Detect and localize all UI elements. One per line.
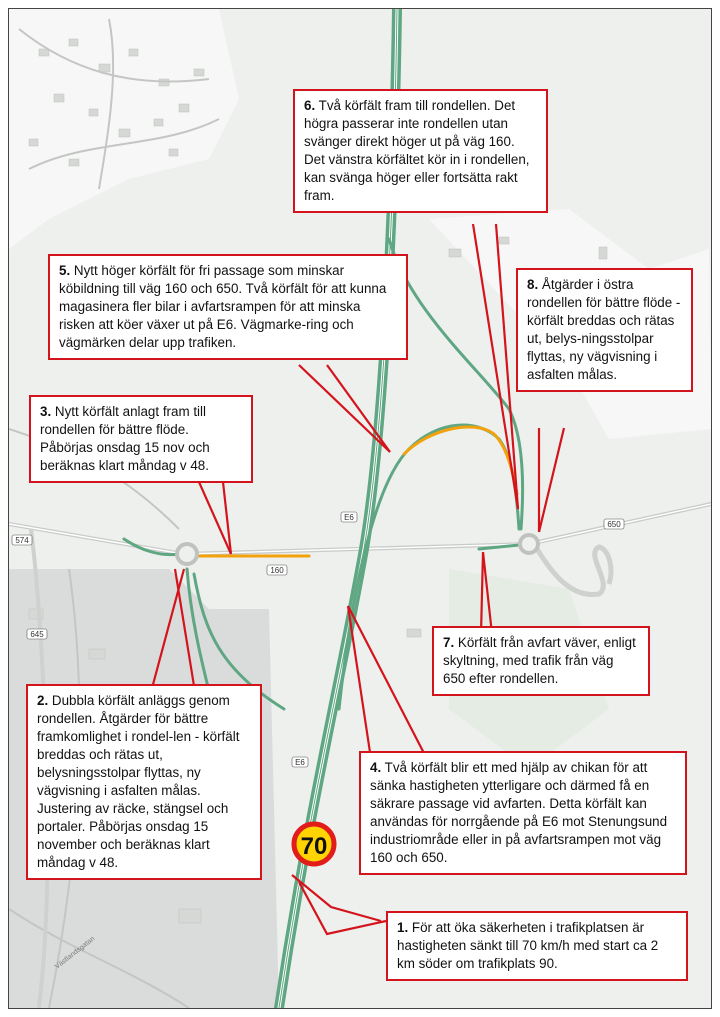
callout-8-number: 8. — [527, 277, 539, 292]
callout-2 — [26, 684, 262, 880]
callout-7 — [432, 626, 650, 696]
callout-5-number: 5. — [59, 263, 71, 278]
road-shield-e6-south — [292, 757, 308, 767]
street-label: Västlandsgatan — [53, 935, 97, 971]
road-shield-160-label: 160 — [270, 566, 284, 575]
callout-4 — [359, 751, 687, 875]
road-shield-574 — [12, 535, 32, 545]
road-shield-650-label: 650 — [607, 520, 621, 529]
road-shield-650 — [604, 519, 624, 529]
callout-6-text: Två körfält fram till rondellen. Det högra passerar inte rondellen utan svänger direkt höger ut på väg 160. Det vänstra körfältet kör in i rondellen, kan svänga höger eller fortsätta rakt fram. — [304, 98, 530, 203]
speed-limit-value: 70 — [300, 833, 328, 860]
callout-5 — [48, 254, 408, 360]
callout-1-number: 1. — [397, 920, 409, 935]
road-shield-645-label: 645 — [30, 630, 44, 639]
road-shield-645 — [27, 629, 47, 639]
callout-1 — [386, 911, 688, 981]
map-frame — [8, 8, 712, 1009]
road-shield-e6-north — [341, 512, 357, 522]
callout-2-text: Dubbla körfält anläggs genom rondellen. Åtgärder för bättre framkomlighet i rondel-len - körfält breddas och rätas ut, belysningsstolpar flyttas, ny vägvisning i asfalten målas. Justering av räcke, stängsel och portaler. Påbörjas onsdag 15 november och beräknas klart måndag v 48. — [37, 693, 240, 870]
callout-7-number: 7. — [443, 635, 455, 650]
east-roundabout — [520, 535, 538, 553]
callout-8 — [516, 268, 693, 392]
callout-8-text: Åtgärder i östra rondellen för bättre flöde - körfält breddas och rätas ut, belys-ningsstolpar flyttas, ny vägvisning i asfalten målas. — [527, 277, 681, 382]
callout-3-text: Nytt körfält anlagt fram till rondellen för bättre flöde. Påbörjas onsdag 15 nov och beräknas klart måndag v 48. — [40, 404, 210, 473]
road-shield-e6-south-label: E6 — [295, 758, 305, 767]
callout-5-text: Nytt höger körfält för fri passage som minskar köbildning till väg 160 och 650. Två körfält för att kunna magasinera fler bilar i avfartsrampen för att minska risken att köer växer ut på E6. Vägmarke-ring och vägmärken delar upp trafiken. — [59, 263, 387, 350]
callout-3 — [29, 395, 253, 483]
callout-6-number: 6. — [304, 98, 316, 113]
callout-4-number: 4. — [370, 760, 382, 775]
west-roundabout — [177, 544, 197, 564]
callout-1-text: För att öka säkerheten i trafikplatsen är hastigheten sänkt till 70 km/h med start ca 2 km söder om trafikplats 90. — [397, 920, 659, 971]
road-shield-e6-north-label: E6 — [344, 513, 354, 522]
callout-2-number: 2. — [37, 693, 49, 708]
callout-7-text: Körfält från avfart väver, enligt skyltning, med trafik från väg 650 efter rondellen. — [443, 635, 636, 686]
callout-6 — [293, 89, 548, 213]
speed-limit-sign — [294, 824, 334, 864]
road-shield-160 — [267, 565, 287, 575]
callout-3-number: 3. — [40, 404, 52, 419]
callout-4-text: Två körfält blir ett med hjälp av chikan för att sänka hastigheten ytterligare och därmed få en säkrare passage vid avfarten. Detta körfält kan användas för norrgående på E6 mot Stenungsund industriområde eller in på avfartsrampen mot väg 160 och 650. — [370, 760, 668, 865]
road-shield-574-label: 574 — [15, 536, 29, 545]
